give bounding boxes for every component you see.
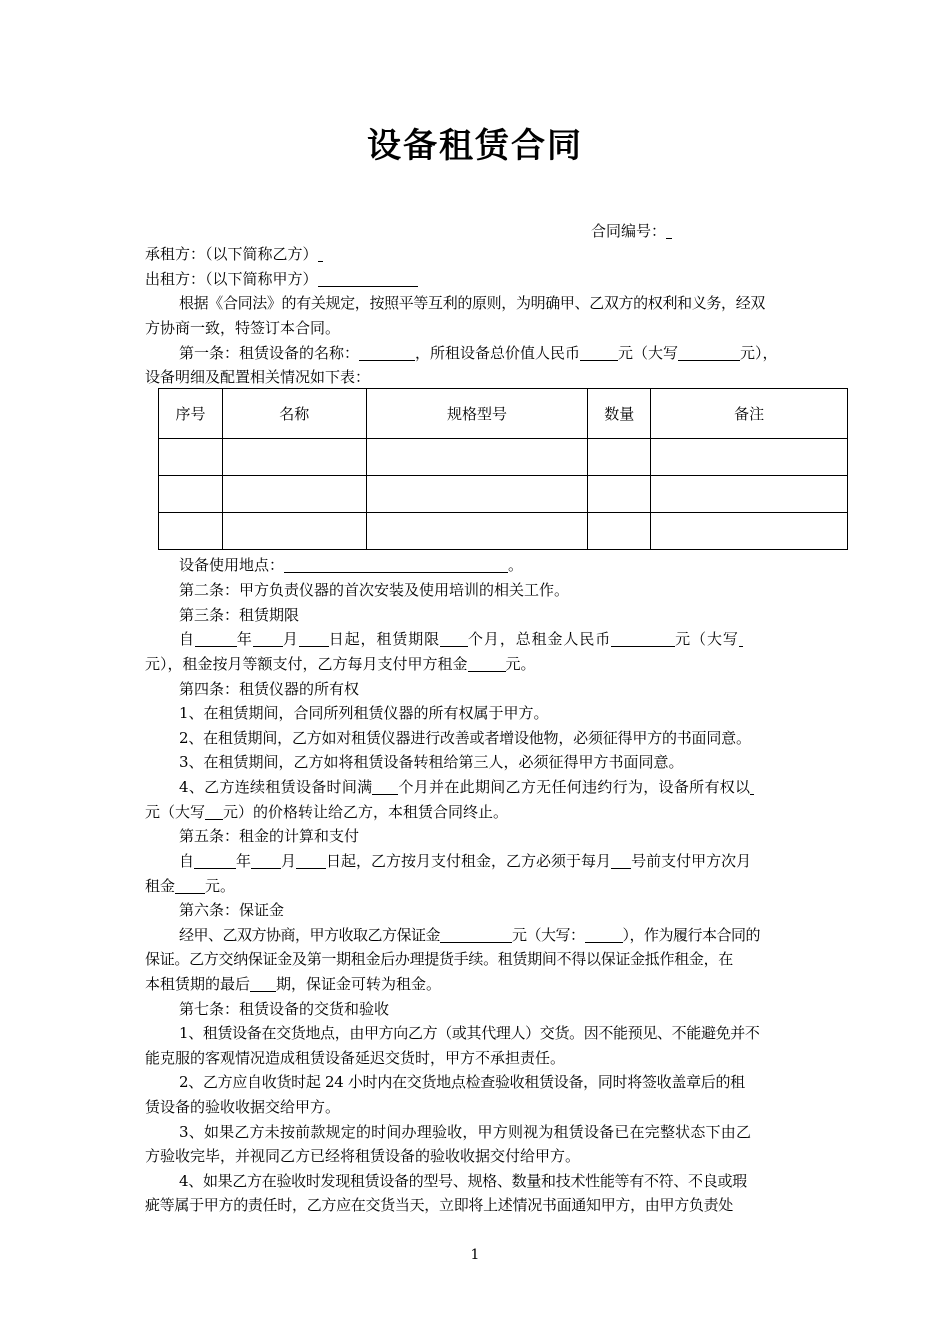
header-cell: 序号 <box>159 389 223 439</box>
text: 元（大写 <box>618 344 679 362</box>
article-3-heading: 第三条：租赁期限 <box>179 606 300 624</box>
article-4-item-4-line-1 <box>145 775 809 800</box>
contract-number <box>591 220 672 241</box>
text: 年 <box>236 630 253 648</box>
blank <box>359 343 415 361</box>
blank <box>299 629 329 647</box>
preamble-line-1: 根据《合同法》的有关规定，按照平等互利的原则，为明确甲、乙双方的权利和义务，经双 <box>179 294 766 312</box>
article-4-heading: 第四条：租赁仪器的所有权 <box>179 680 360 698</box>
blank <box>611 629 675 647</box>
text: 设备使用地点： <box>179 556 285 574</box>
table-row <box>159 476 848 513</box>
blank <box>468 654 506 672</box>
contract-number-label: 合同编号： <box>591 222 667 240</box>
blank <box>580 343 618 361</box>
article-5-heading: 第五条：租金的计算和支付 <box>179 827 360 845</box>
text: 月 <box>281 852 297 870</box>
text: 号前支付甲方次月 <box>631 852 752 870</box>
text: 元（大写： <box>512 926 585 944</box>
article-7-heading: 第七条：租赁设备的交货和验收 <box>179 1000 390 1018</box>
article-7-item-1-line-1: 1、租赁设备在交货地点，由甲方向乙方（或其代理人）交货。因不能预见、不能避免并不 <box>179 1024 760 1042</box>
article-5-line-1 <box>145 849 809 874</box>
header-cell: 数量 <box>588 389 651 439</box>
table-cell <box>651 513 848 550</box>
text: 元（大写 <box>145 803 206 821</box>
blank <box>253 629 283 647</box>
text: 元），租金按月等额支付，乙方每月支付甲方租金 <box>145 655 468 673</box>
text: 个月并在此期间乙方无任何违约行为，设备所有权以 <box>398 778 751 796</box>
text: 个月，总租金人民币 <box>468 630 612 648</box>
article-6-heading: 第六条：保证金 <box>179 901 285 919</box>
article-7-item-3-line-2: 方验收完毕，并视同乙方已经将租赁设备的验收收据交付给甲方。 <box>145 1147 581 1165</box>
table-cell <box>222 513 366 550</box>
text: 承租方：（以下简称乙方） <box>145 245 318 263</box>
article-7-item-2-line-2: 赁设备的验收收据交给甲方。 <box>145 1098 341 1116</box>
table-cell <box>651 439 848 476</box>
article-2: 第二条：甲方负责仪器的首次安装及使用培训的相关工作。 <box>179 581 570 599</box>
table-cell <box>651 476 848 513</box>
blank <box>318 244 323 262</box>
header-cell: 规格型号 <box>366 389 588 439</box>
blank <box>296 851 326 869</box>
text: 元。 <box>505 655 536 673</box>
text: 第一条：租赁设备的名称： <box>179 344 360 362</box>
blank <box>195 629 237 647</box>
blank <box>372 777 398 795</box>
blank <box>611 851 631 869</box>
text: 自 <box>179 852 195 870</box>
text: 日起，乙方按月支付租金，乙方必须于每月 <box>326 852 612 870</box>
article-6-line-2: 保证。乙方交纳保证金及第一期租金后办理提货手续。租赁期间不得以保证金抵作租金，在 <box>145 950 734 968</box>
lessor-line <box>145 267 809 292</box>
equipment-table <box>158 388 848 550</box>
blank <box>194 851 236 869</box>
article-1-line <box>145 341 809 366</box>
article-7-item-3-line-1: 3、如果乙方未按前款规定的时间办理验收，甲方则视为租赁设备已在完整状态下由乙 <box>179 1123 752 1141</box>
table-cell <box>366 476 588 513</box>
table-cell <box>366 439 588 476</box>
text: 元）的价格转让给乙方，本租赁合同终止。 <box>223 803 509 821</box>
blank <box>750 777 754 795</box>
header-cell: 备注 <box>651 389 848 439</box>
table-cell <box>588 439 651 476</box>
text: 期，保证金可转为租金。 <box>276 975 442 993</box>
text: 本租赁期的最后 <box>145 975 251 993</box>
text: ），作为履行本合同的 <box>622 926 761 944</box>
article-4-item-4-line-2 <box>145 800 809 825</box>
article-7-item-1-line-2: 能克服的客观情况造成租赁设备延迟交货时，甲方不承担责任。 <box>145 1049 566 1067</box>
text: 租金 <box>145 877 176 895</box>
article-6-line-3 <box>145 972 809 997</box>
article-4-item-3: 3、在租赁期间，乙方如将租赁设备转租给第三人，必须征得甲方书面同意。 <box>179 753 684 771</box>
table-row <box>159 439 848 476</box>
preamble-line-2: 方协商一致，特签订本合同。 <box>145 319 341 337</box>
text: 月 <box>282 630 299 648</box>
text: 。 <box>508 556 524 574</box>
table-cell <box>159 439 223 476</box>
text: 日起，租赁期限 <box>328 630 441 648</box>
text: 年 <box>236 852 252 870</box>
article-4-item-1: 1、在租赁期间，合同所列租赁仪器的所有权属于甲方。 <box>179 704 549 722</box>
blank <box>318 269 418 287</box>
page-number: 1 <box>470 1247 480 1263</box>
blank <box>739 629 743 647</box>
article-7-item-4-line-2: 疵等属于甲方的责任时，乙方应在交货当天，立即将上述情况书面通知甲方，由甲方负责处 <box>145 1196 734 1214</box>
text: 元（大写 <box>675 630 739 648</box>
article-3-line-1 <box>145 627 809 652</box>
document-title: 设备租赁合同 <box>367 126 583 166</box>
text: 自 <box>179 630 195 648</box>
text: 元。 <box>205 877 236 895</box>
article-6-line-1 <box>145 923 809 948</box>
text: 元）， <box>740 344 778 362</box>
lessee-line <box>145 242 809 267</box>
table-cell <box>588 476 651 513</box>
table-cell <box>159 513 223 550</box>
header-cell: 名称 <box>222 389 366 439</box>
blank <box>251 851 281 869</box>
text: 4、乙方连续租赁设备时间满 <box>179 778 373 796</box>
article-4-item-2: 2、在租赁期间，乙方如对租赁仪器进行改善或者增设他物，必须征得甲方的书面同意。 <box>179 729 751 747</box>
blank <box>250 974 276 992</box>
blank <box>678 343 740 361</box>
table-row <box>159 513 848 550</box>
text: 出租方：（以下简称甲方） <box>145 270 318 288</box>
text: ，所租设备总价值人民币 <box>415 344 581 362</box>
table-header-row <box>159 389 848 439</box>
usage-location-line <box>145 553 809 578</box>
blank <box>205 802 223 820</box>
article-1-table-intro: 设备明细及配置相关情况如下表： <box>145 368 371 386</box>
blank <box>440 629 468 647</box>
table-cell <box>159 476 223 513</box>
table-cell <box>588 513 651 550</box>
blank <box>284 555 508 573</box>
article-3-line-2 <box>145 652 809 677</box>
article-5-line-2 <box>145 874 809 899</box>
table-cell <box>366 513 588 550</box>
blank <box>585 925 623 943</box>
blank <box>666 221 672 239</box>
table-cell <box>222 439 366 476</box>
article-7-item-2-line-1: 2、乙方应自收货时起 24 小时内在交货地点检查验收租赁设备，同时将签收盖章后的租 <box>179 1073 745 1091</box>
blank <box>175 876 205 894</box>
article-7-item-4-line-1: 4、如果乙方在验收时发现租赁设备的型号、规格、数量和技术性能等有不符、不良或瑕 <box>179 1172 747 1190</box>
text: 经甲、乙双方协商，甲方收取乙方保证金 <box>179 926 441 944</box>
table-cell <box>222 476 366 513</box>
blank <box>440 925 512 943</box>
